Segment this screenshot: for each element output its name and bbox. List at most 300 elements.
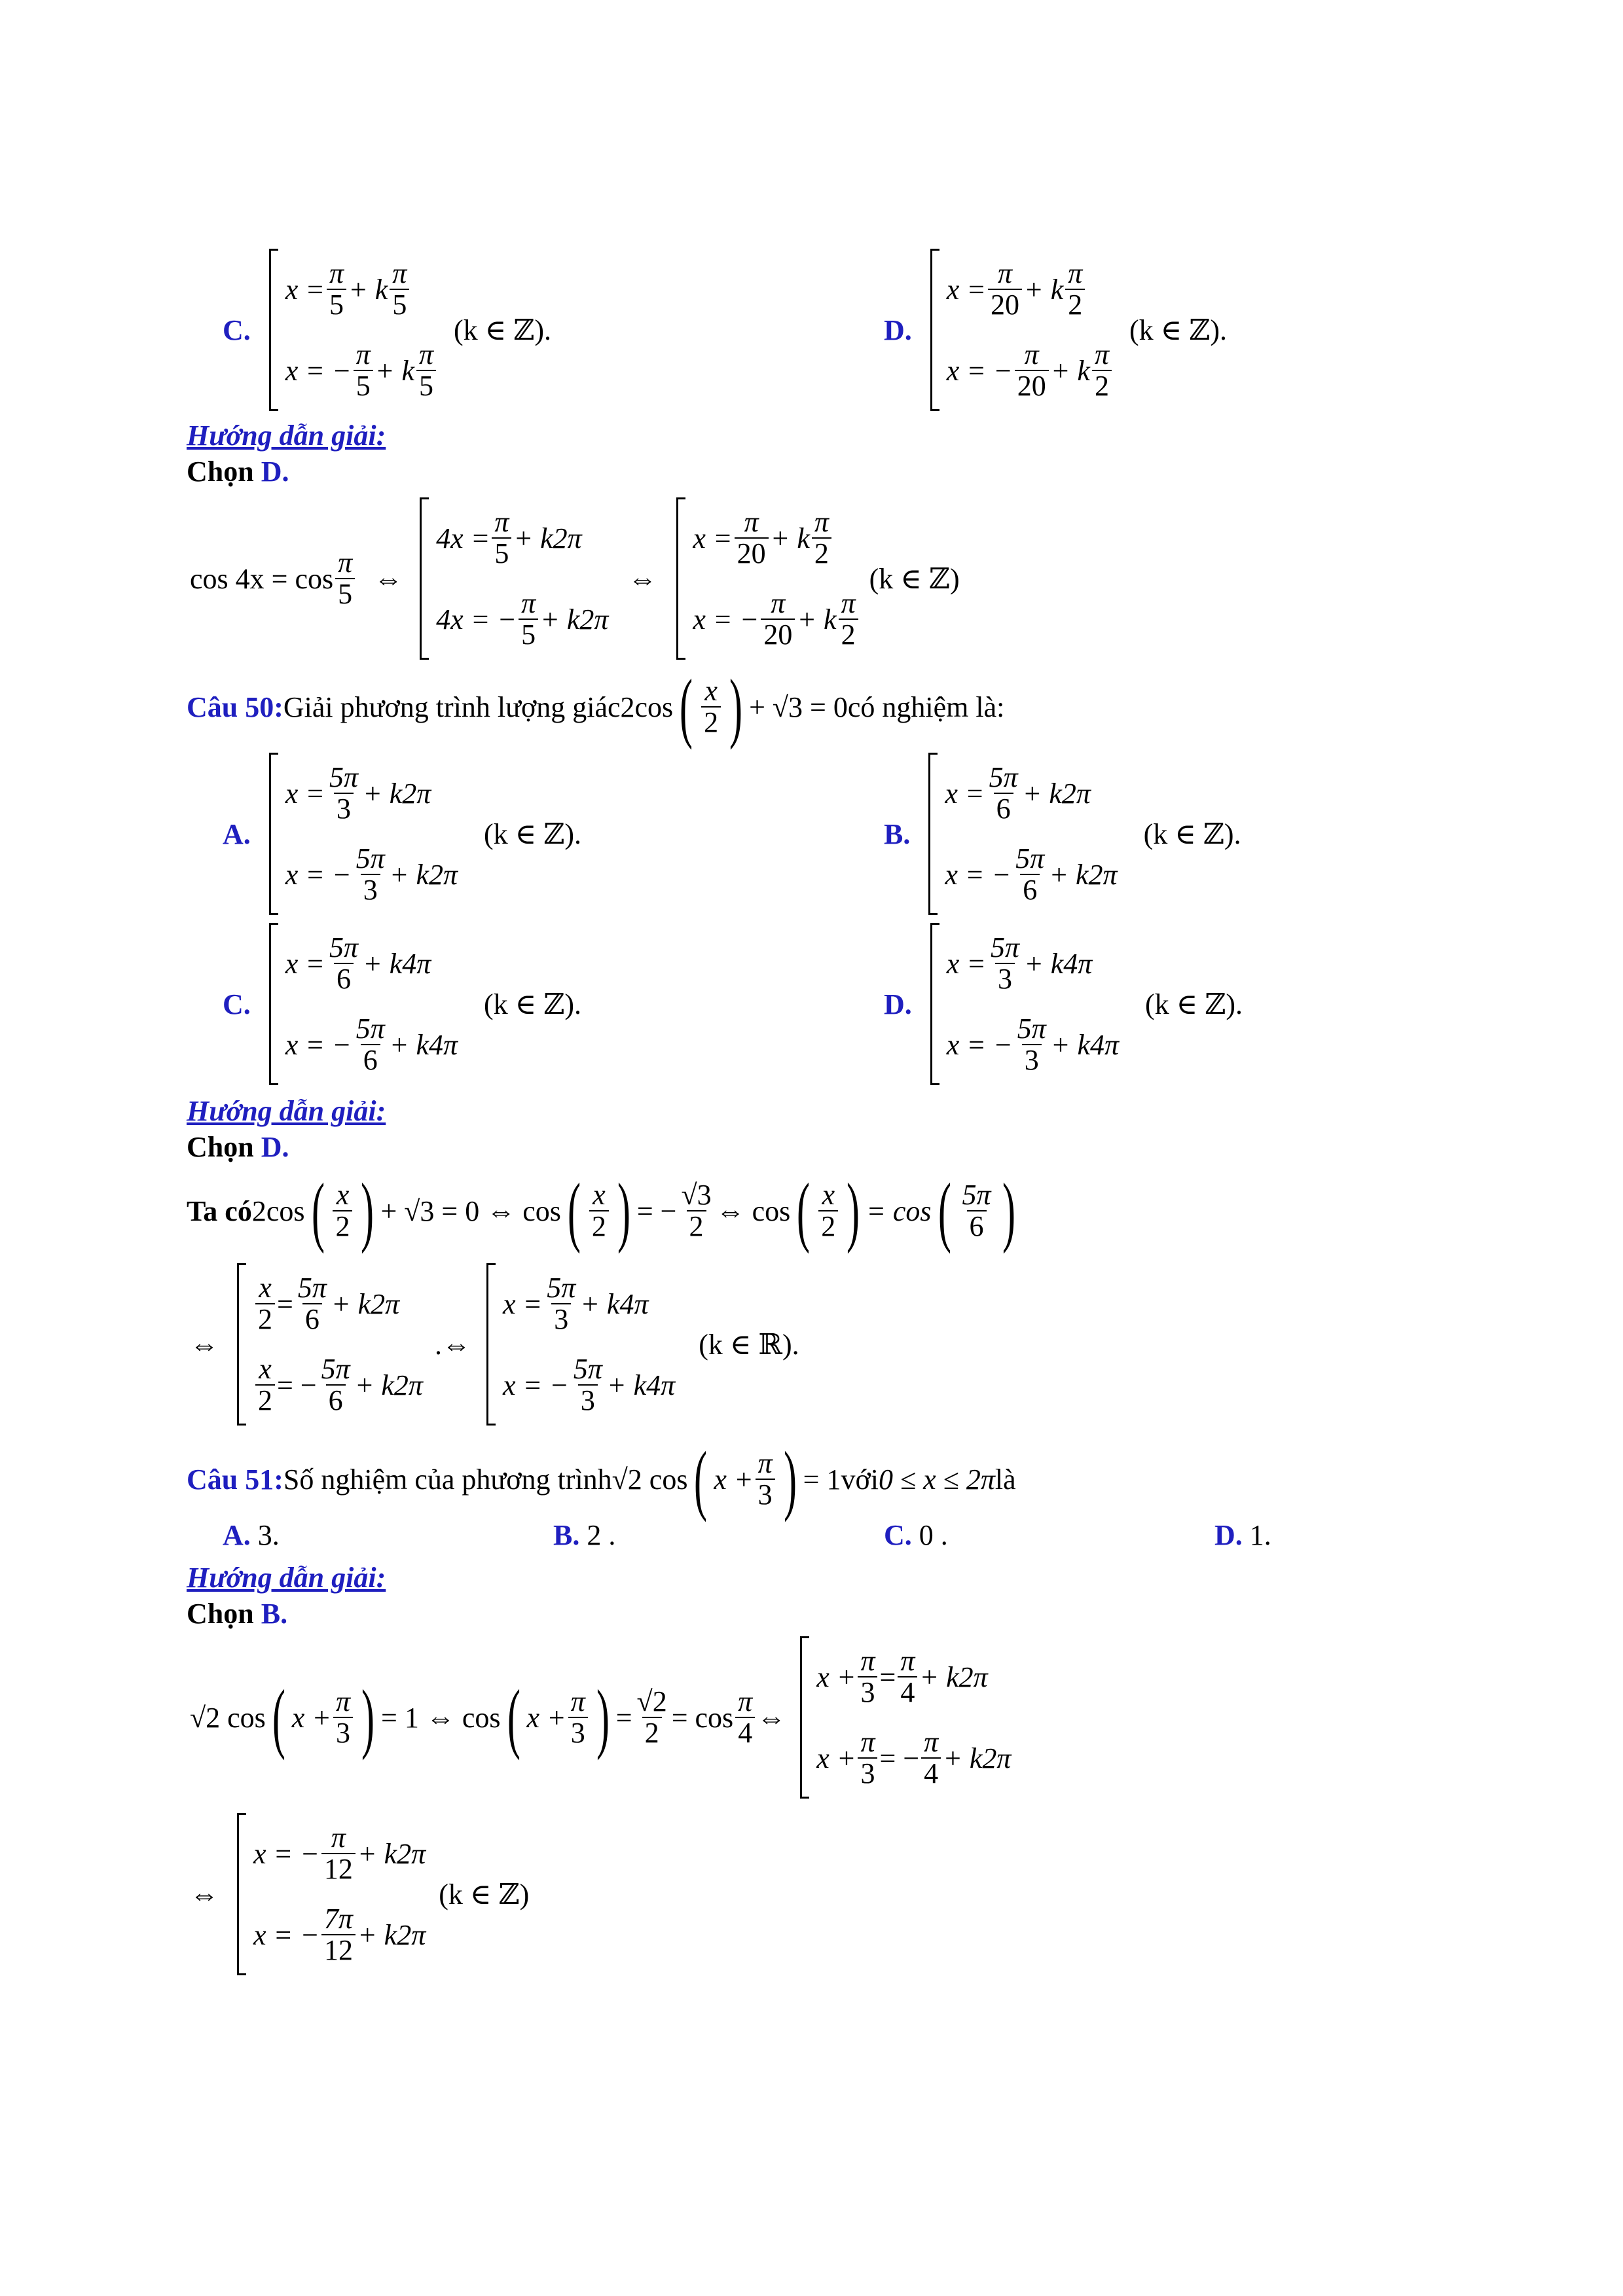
math-text: (k ∈ ℤ). <box>484 817 582 850</box>
denominator: 3 <box>858 1676 877 1708</box>
fraction <box>492 507 511 569</box>
math-text: 2cos <box>620 691 674 723</box>
q50-option-a[interactable] <box>223 753 581 915</box>
math-text: + √3 = 0 ⇔ cos <box>380 1194 561 1227</box>
math-text <box>947 249 1114 330</box>
math-text: + k2π <box>331 1287 400 1320</box>
math-text: C. <box>884 1519 912 1551</box>
denominator: 6 <box>1020 874 1040 905</box>
math-text: B. <box>261 1598 288 1630</box>
numerator: π <box>356 338 371 370</box>
fraction <box>921 1727 941 1789</box>
numerator: x <box>822 1178 835 1211</box>
math-text: = − <box>879 1742 920 1774</box>
q50-derivation-line1 <box>187 1167 1022 1254</box>
math-text: ⇔ <box>628 562 657 595</box>
parenthesis: ( <box>680 663 693 750</box>
fraction <box>327 259 346 320</box>
numerator: π <box>744 505 759 538</box>
fraction <box>1015 1014 1049 1075</box>
math-text: x = − <box>253 1837 319 1870</box>
q51-derivation-line2 <box>190 1813 529 1975</box>
math-text: ⇔ <box>374 562 403 595</box>
numerator: 5π <box>1017 1012 1046 1045</box>
fraction <box>858 1646 877 1708</box>
numerator: 5π <box>356 1012 385 1045</box>
numerator: 5π <box>329 931 359 963</box>
domain: (k ∈ ℤ). <box>1129 314 1227 346</box>
math-text <box>503 1344 675 1426</box>
math-text: = − <box>636 1194 677 1227</box>
parenthesis: ( <box>694 1435 708 1522</box>
denominator: 20 <box>735 537 769 569</box>
math-text: + k2π <box>919 1660 988 1693</box>
denominator: 20 <box>1015 370 1049 401</box>
numerator: x <box>336 1178 350 1211</box>
fraction <box>678 1180 714 1242</box>
numerator: π <box>924 1725 939 1758</box>
math-text: (k ∈ ℤ) <box>869 562 960 595</box>
math-text <box>816 1636 1011 1717</box>
parenthesis: ) <box>596 1674 610 1761</box>
fraction <box>255 1273 275 1335</box>
denominator: 3 <box>551 1303 571 1335</box>
q50-option-c[interactable] <box>223 923 581 1085</box>
equation-system <box>420 497 608 660</box>
solution-heading: Hướng dẫn giải: <box>187 1095 386 1127</box>
q49-derivation <box>190 497 960 660</box>
math-text: có nghiệm là: <box>847 691 1005 723</box>
denominator: 2 <box>333 1210 352 1242</box>
denominator: 3 <box>858 1757 877 1789</box>
math-text: x = − <box>946 1028 1013 1061</box>
numerator: 5π <box>547 1271 576 1304</box>
math-text: x = − <box>285 354 352 387</box>
parenthesis: ( <box>938 1167 951 1254</box>
denominator: 12 <box>321 1853 356 1884</box>
math-text: + k2π <box>1022 777 1091 810</box>
math-text: x = <box>285 273 325 306</box>
fraction <box>354 1014 388 1075</box>
numerator: π <box>392 257 407 289</box>
fraction <box>701 676 721 738</box>
math-text: + k <box>797 603 837 636</box>
math-text: + k2π <box>943 1742 1012 1774</box>
denominator: 3 <box>578 1384 598 1416</box>
fraction <box>319 1354 353 1416</box>
math-text: x = − <box>285 858 352 891</box>
fraction <box>327 762 361 824</box>
math-text: 4x = − <box>436 603 517 636</box>
fraction <box>858 1727 877 1789</box>
math-text: + k4π <box>1024 947 1093 980</box>
numerator: π <box>336 1685 351 1717</box>
math-text <box>253 1813 426 1894</box>
math-text <box>947 923 1119 1004</box>
equation-system <box>237 1813 426 1975</box>
numerator: x <box>704 674 718 707</box>
math-text: Chọn <box>187 1131 261 1163</box>
math-text: D. <box>261 456 289 488</box>
math-text: + k <box>1050 354 1090 387</box>
question-51 <box>187 1435 1016 1522</box>
denominator: 5 <box>416 370 436 401</box>
math-text: Giải phương trình lượng giác <box>283 691 621 723</box>
math-text: x = <box>693 522 733 554</box>
numerator: π <box>900 1644 915 1677</box>
fraction <box>988 933 1022 994</box>
math-text: x = − <box>285 1028 352 1061</box>
math-text <box>253 1894 426 1975</box>
numerator: π <box>757 1446 773 1479</box>
numerator: 5π <box>573 1352 602 1385</box>
numerator: 5π <box>297 1271 327 1304</box>
parenthesis: ) <box>1002 1167 1015 1254</box>
math-text: + k4π <box>389 1028 458 1061</box>
denominator: 20 <box>761 619 795 650</box>
fraction <box>255 1354 275 1416</box>
math-text <box>285 923 458 1004</box>
denominator: 5 <box>335 578 355 609</box>
equation-system <box>800 1636 1011 1799</box>
denominator: 5 <box>327 289 346 320</box>
numerator: π <box>860 1725 875 1758</box>
math-text: x + <box>526 1701 566 1734</box>
math-text: + k4π <box>363 947 431 980</box>
numerator: π <box>338 546 353 579</box>
math-text: 1. <box>1242 1519 1271 1551</box>
option-label: D. <box>884 314 912 346</box>
numerator: π <box>860 1644 875 1677</box>
denominator: 2 <box>642 1717 662 1748</box>
math-text: x + <box>714 1463 754 1496</box>
math-text: x = <box>946 273 987 306</box>
math-text: = cos <box>671 1701 734 1734</box>
math-text: B. <box>884 817 911 850</box>
question-50 <box>187 663 1005 750</box>
denominator: 3 <box>995 963 1015 994</box>
math-text: Câu 51: <box>187 1463 283 1496</box>
numerator: √2 <box>636 1685 667 1717</box>
denominator: 2 <box>687 1210 706 1242</box>
numerator: 5π <box>329 761 359 793</box>
math-text <box>693 579 860 660</box>
fraction <box>568 1687 588 1748</box>
math-text: ⇔ <box>190 1878 219 1910</box>
q51-option-a[interactable] <box>223 1518 280 1552</box>
numerator: x <box>259 1352 272 1385</box>
fraction <box>735 1687 755 1748</box>
equation-system <box>928 753 1117 915</box>
numerator: π <box>418 338 434 370</box>
math-text: .⇔ <box>434 1328 471 1361</box>
denominator: 3 <box>334 793 354 824</box>
denominator: 3 <box>1022 1044 1042 1075</box>
math-text: 2cos <box>251 1194 305 1227</box>
math-text: √2 cos <box>190 1701 266 1734</box>
fraction <box>756 1448 775 1510</box>
denominator: 6 <box>994 793 1013 824</box>
fraction <box>818 1180 838 1242</box>
math-text: Chọn <box>187 1598 261 1630</box>
numerator: π <box>329 257 344 289</box>
math-text: + k <box>770 522 810 554</box>
q50-derivation-line2 <box>190 1263 799 1426</box>
answer-line <box>187 1597 287 1630</box>
math-text: là <box>994 1463 1016 1496</box>
math-text <box>945 753 1117 834</box>
math-text: x = <box>946 947 987 980</box>
math-text: x = <box>945 777 985 810</box>
fraction <box>634 1687 670 1748</box>
fraction <box>354 844 388 905</box>
solution-system <box>269 249 438 411</box>
math-text: x = <box>285 947 325 980</box>
math-text: x = <box>502 1287 543 1320</box>
fraction <box>321 1823 356 1884</box>
math-text: 3. <box>250 1519 280 1551</box>
parenthesis: ( <box>311 1167 325 1254</box>
fraction <box>571 1354 605 1416</box>
math-text <box>285 753 458 834</box>
parenthesis: ) <box>361 1167 374 1254</box>
denominator: 3 <box>568 1717 588 1748</box>
math-text: = <box>277 1287 293 1320</box>
denominator: 20 <box>988 289 1022 320</box>
q50-option-b[interactable] <box>884 753 1241 915</box>
q49-option-c[interactable] <box>223 249 551 411</box>
denominator: 6 <box>967 1210 987 1242</box>
domain: (k ∈ ℤ). <box>454 314 552 346</box>
fraction <box>333 1180 352 1242</box>
equation-system <box>269 753 458 915</box>
math-text: + k2π <box>389 858 458 891</box>
fraction <box>812 507 831 569</box>
parenthesis: ( <box>797 1167 811 1254</box>
math-text: x = − <box>946 354 1013 387</box>
denominator: 2 <box>1065 289 1085 320</box>
fraction <box>898 1646 917 1708</box>
math-text: x + <box>816 1742 856 1774</box>
fraction <box>333 1687 353 1748</box>
denominator: 2 <box>839 619 858 650</box>
math-text: ⇔ cos <box>716 1194 791 1227</box>
math-text: x = − <box>945 858 1012 891</box>
denominator: 5 <box>354 370 373 401</box>
fraction <box>839 588 858 650</box>
numerator: π <box>521 586 536 619</box>
math-text <box>947 330 1114 411</box>
fraction <box>390 259 409 320</box>
math-text: + k2π <box>357 1918 426 1951</box>
math-text: D. <box>261 1131 289 1163</box>
numerator: 5π <box>989 761 1018 793</box>
math-text: A. <box>223 1519 251 1551</box>
math-text: với <box>841 1463 879 1496</box>
numerator: π <box>494 505 509 538</box>
q51-option-c[interactable] <box>884 1518 948 1552</box>
answer-line <box>187 1130 289 1164</box>
equation-system <box>930 923 1119 1085</box>
math-text: + k2π <box>540 603 609 636</box>
numerator: π <box>771 586 786 619</box>
denominator: 2 <box>589 1210 609 1242</box>
math-text <box>816 1717 1011 1799</box>
math-text: = cos <box>866 1194 932 1227</box>
denominator: 6 <box>326 1384 346 1416</box>
math-text <box>253 1263 423 1344</box>
answer-line <box>187 455 289 488</box>
parenthesis: ( <box>272 1674 285 1761</box>
equation-system <box>676 497 860 660</box>
numerator: 5π <box>356 842 385 874</box>
math-text: 0 . <box>911 1519 948 1551</box>
q51-option-b[interactable] <box>553 1518 615 1552</box>
math-text: x = <box>285 777 325 810</box>
math-text: + k2π <box>354 1369 423 1401</box>
math-text <box>285 330 438 411</box>
math-text: ⇔ <box>190 1328 219 1361</box>
math-text: + k4π <box>1050 1028 1120 1061</box>
math-text <box>693 497 860 579</box>
denominator: 5 <box>519 619 538 650</box>
math-text: x = − <box>502 1369 569 1401</box>
math-text: + k <box>1024 273 1064 306</box>
math-text: 4x = <box>436 522 490 554</box>
math-text: cos 4x = cos <box>190 562 334 595</box>
math-text: + k2π <box>1049 858 1118 891</box>
parenthesis: ) <box>617 1167 630 1254</box>
denominator: 3 <box>756 1479 775 1510</box>
math-text <box>436 497 608 579</box>
math-text <box>285 249 438 330</box>
math-text: D. <box>884 988 912 1020</box>
math-text: Câu 50: <box>187 691 283 723</box>
fraction <box>335 548 355 609</box>
math-text <box>285 1004 458 1085</box>
numerator: π <box>814 505 829 538</box>
math-text: (k ∈ ℤ) <box>439 1878 530 1910</box>
fraction <box>544 1273 578 1335</box>
math-text <box>945 834 1117 915</box>
denominator: 2 <box>255 1384 275 1416</box>
math-text: C. <box>223 988 251 1020</box>
math-text: = <box>615 1701 632 1734</box>
math-text <box>503 1263 675 1344</box>
numerator: π <box>331 1821 346 1854</box>
math-text: (k ∈ ℤ). <box>1143 817 1241 850</box>
math-text: + k <box>374 354 414 387</box>
q50-option-d[interactable] <box>884 923 1243 1085</box>
denominator: 2 <box>818 1210 838 1242</box>
numerator: π <box>841 586 856 619</box>
math-text: + k2π <box>357 1837 426 1870</box>
fraction <box>416 340 436 401</box>
math-text: + √3 = 0 <box>749 691 848 723</box>
math-text: (k ∈ ℤ). <box>484 988 582 1020</box>
solution-heading: Hướng dẫn giải: <box>187 1562 386 1594</box>
denominator: 3 <box>361 874 380 905</box>
q51-option-d[interactable] <box>1214 1518 1271 1552</box>
math-text: x + <box>291 1701 332 1734</box>
denominator: 6 <box>361 1044 380 1075</box>
fraction <box>761 588 795 650</box>
denominator: 4 <box>921 1757 941 1789</box>
denominator: 6 <box>302 1303 322 1335</box>
fraction <box>327 933 361 994</box>
denominator: 4 <box>898 1676 917 1708</box>
numerator: π <box>1024 338 1039 370</box>
math-text <box>947 1004 1119 1085</box>
numerator: 5π <box>321 1352 350 1385</box>
numerator: π <box>997 257 1013 289</box>
math-text: A. <box>223 817 251 850</box>
math-text: Ta có <box>187 1194 252 1227</box>
math-text: x = − <box>693 603 759 636</box>
math-text: + k <box>348 273 388 306</box>
parenthesis: ) <box>783 1435 797 1522</box>
math-text: 0 ≤ x ≤ 2π <box>879 1463 995 1496</box>
parenthesis: ) <box>729 663 743 750</box>
numerator: x <box>259 1271 272 1304</box>
math-text: Số nghiệm của phương trình <box>283 1463 612 1496</box>
numerator: 5π <box>962 1178 991 1211</box>
denominator: 5 <box>390 289 409 320</box>
denominator: 2 <box>812 537 831 569</box>
denominator: 2 <box>255 1303 275 1335</box>
math-text: + k2π <box>363 777 431 810</box>
equation-system <box>486 1263 675 1426</box>
math-text: = 1 ⇔ cos <box>381 1701 501 1734</box>
denominator: 6 <box>334 963 354 994</box>
parenthesis: ( <box>567 1167 581 1254</box>
math-text <box>285 834 458 915</box>
fraction <box>519 588 538 650</box>
math-text: = − <box>277 1369 317 1401</box>
fraction <box>589 1180 609 1242</box>
numerator: π <box>1068 257 1083 289</box>
denominator: 3 <box>333 1717 353 1748</box>
math-text: B. <box>553 1519 580 1551</box>
numerator: π <box>738 1685 753 1717</box>
denominator: 2 <box>1092 370 1112 401</box>
math-text: D. <box>1214 1519 1243 1551</box>
fraction <box>1065 259 1085 320</box>
equation-system <box>237 1263 423 1426</box>
q51-derivation-line1 <box>190 1636 1011 1799</box>
denominator: 4 <box>735 1717 755 1748</box>
fraction <box>1013 844 1047 905</box>
math-text: = <box>879 1660 896 1693</box>
numerator: π <box>570 1685 585 1717</box>
math-text: = 1 <box>803 1463 841 1496</box>
fraction <box>354 340 373 401</box>
math-text: + k2π <box>513 522 582 554</box>
fraction <box>960 1180 994 1242</box>
numerator: π <box>1094 338 1109 370</box>
fraction <box>735 507 769 569</box>
option-label: C. <box>223 314 251 346</box>
numerator: √3 <box>681 1178 712 1211</box>
denominator: 5 <box>492 537 511 569</box>
parenthesis: ) <box>847 1167 860 1254</box>
numerator: 5π <box>1015 842 1045 874</box>
fraction <box>1092 340 1112 401</box>
math-text: x = − <box>253 1918 319 1951</box>
parenthesis: ( <box>507 1674 520 1761</box>
math-text: Chọn <box>187 456 261 488</box>
q49-option-d[interactable] <box>884 249 1227 411</box>
